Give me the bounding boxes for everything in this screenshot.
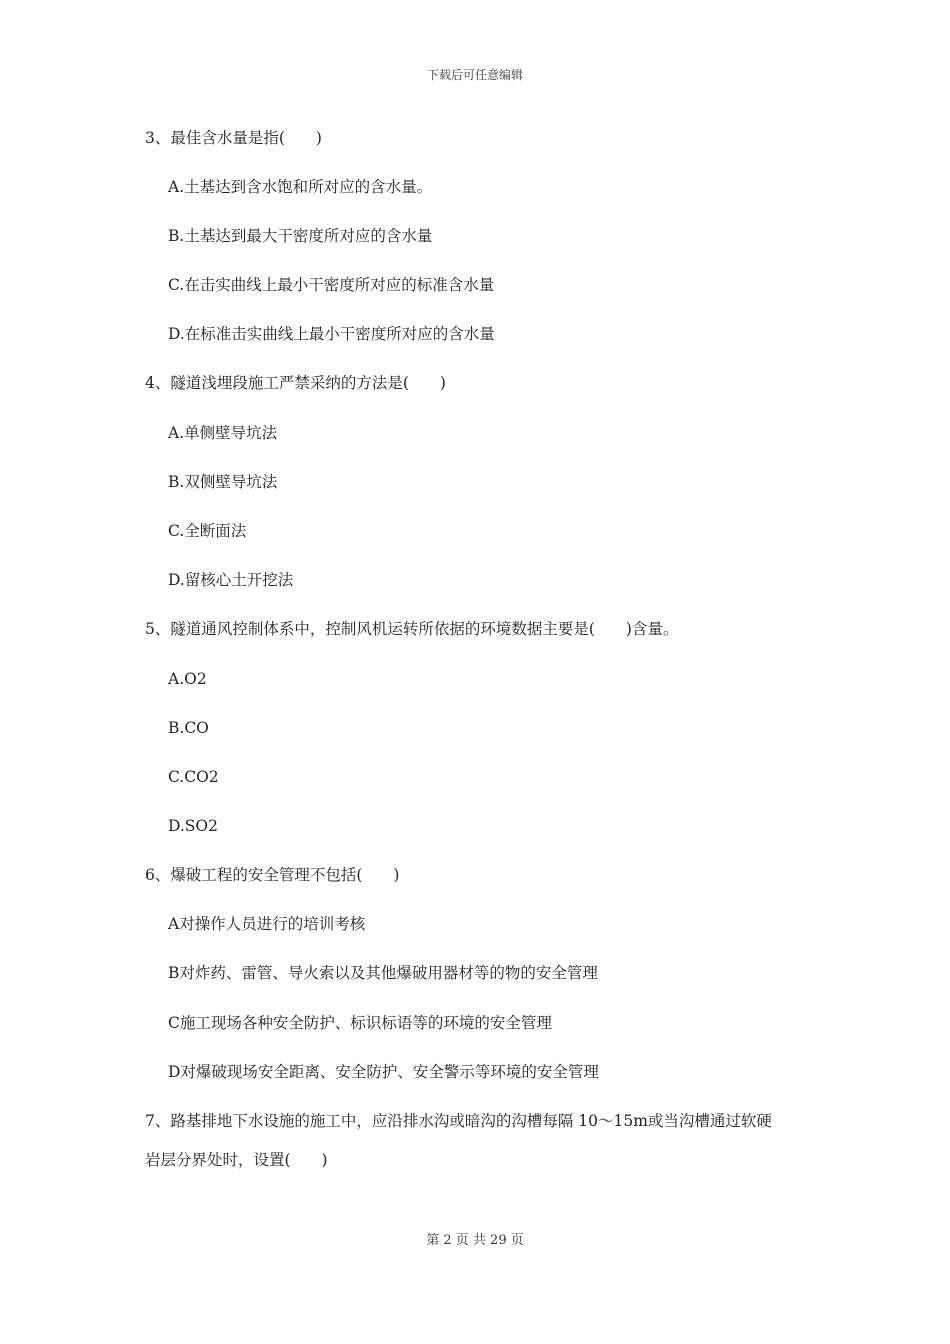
question-stem: 6、爆破工程的安全管理不包括( ) [145, 866, 400, 884]
option-b: B.土基达到最大干密度所对应的含水量 [168, 227, 433, 245]
option-a: A.O2 [168, 670, 207, 688]
option-b: B.双侧壁导坑法 [168, 473, 278, 491]
question-stem: 5、隧道通风控制体系中，控制风机运转所依据的环境数据主要是( )含量。 [145, 620, 679, 638]
option-a: A对操作人员进行的培训考核 [168, 915, 366, 933]
option-d: D.SO2 [168, 817, 218, 835]
option-c: C施工现场各种安全防护、标识标语等的环境的安全管理 [168, 1014, 552, 1032]
option-b: B.CO [168, 719, 209, 737]
question-stem: 7、路基排地下水设施的施工中，应沿排水沟或暗沟的沟槽每隔 10～15m或当沟槽通过软硬 [145, 1112, 772, 1130]
option-b: B对炸药、雷管、导火索以及其他爆破用器材等的物的安全管理 [168, 964, 598, 982]
page-header: 下载后可任意编辑 [426, 68, 523, 82]
question-stem: 3、最佳含水量是指( ) [145, 129, 322, 147]
page-footer: 第 2 页 共 29 页 [426, 1233, 524, 1248]
option-c: C.在击实曲线上最小干密度所对应的标准含水量 [168, 276, 495, 294]
option-d: D对爆破现场安全距离、安全防护、安全警示等环境的安全管理 [168, 1063, 599, 1081]
option-a: A.土基达到含水饱和所对应的含水量。 [168, 178, 433, 196]
option-d: D.留核心土开挖法 [168, 571, 294, 589]
option-a: A.单侧壁导坑法 [168, 424, 278, 442]
option-c: C.全断面法 [168, 522, 247, 540]
question-stem: 4、隧道浅埋段施工严禁采纳的方法是( ) [145, 374, 446, 392]
question-stem-continued: 岩层分界处时，设置( ) [145, 1151, 328, 1169]
option-d: D.在标准击实曲线上最小干密度所对应的含水量 [168, 325, 495, 343]
option-c: C.CO2 [168, 768, 219, 786]
